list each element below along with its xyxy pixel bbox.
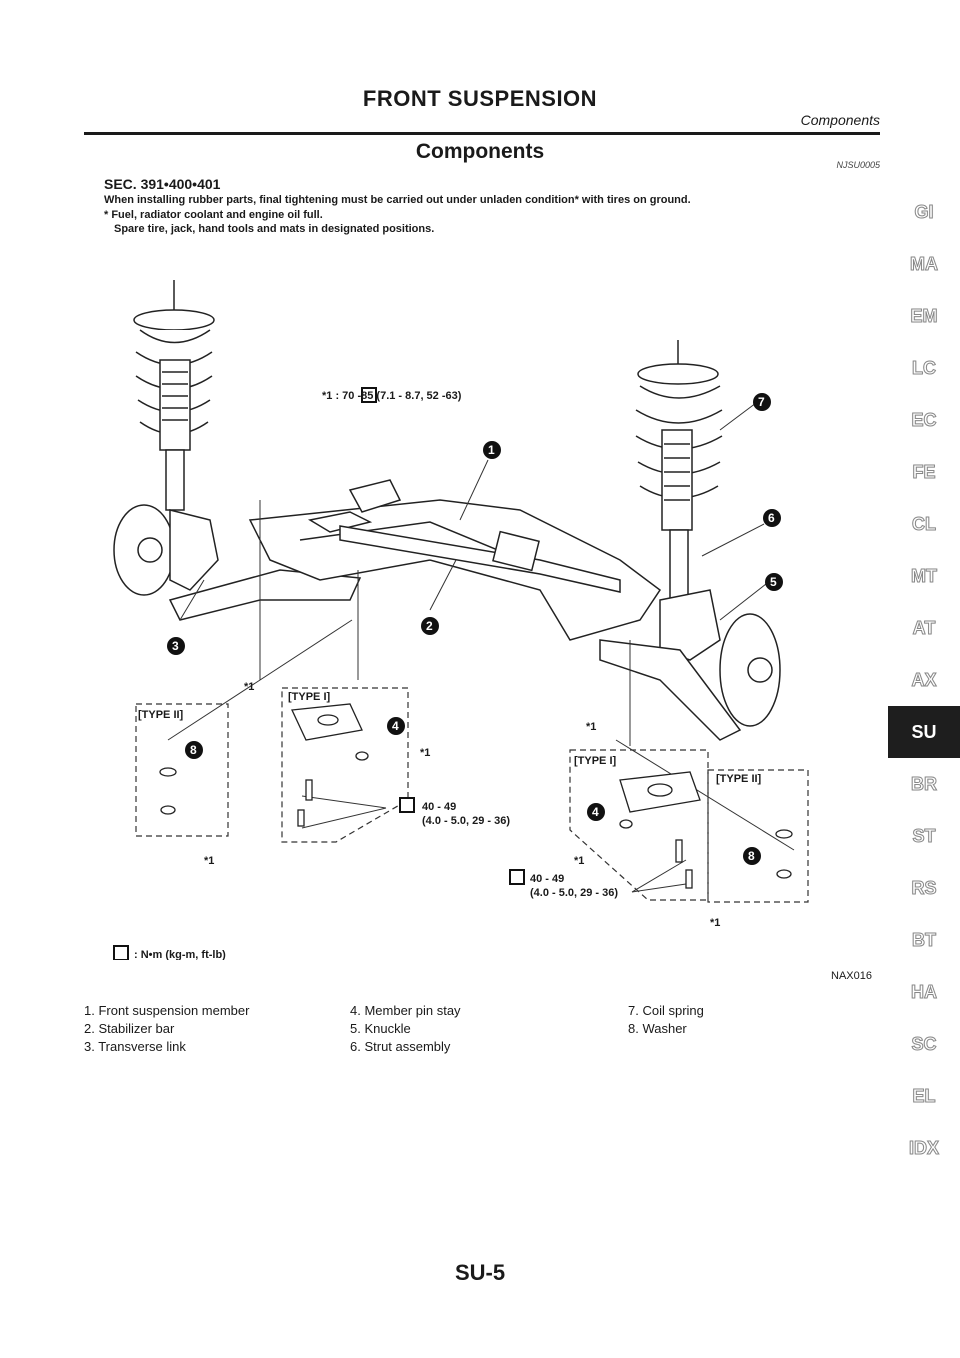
star-1b: *1 bbox=[420, 747, 431, 759]
callout-4-left bbox=[387, 717, 405, 735]
star-1a: *1 bbox=[244, 681, 255, 693]
svg-text:2: 2 bbox=[426, 619, 433, 633]
star-1c: *1 bbox=[586, 721, 597, 733]
torque-a-2: (4.0 - 5.0, 29 - 36) bbox=[422, 815, 511, 827]
legend-item: 3. Transverse link bbox=[84, 1039, 186, 1054]
tab-cl[interactable]: CL bbox=[912, 513, 936, 534]
tab-em[interactable]: EM bbox=[910, 305, 938, 326]
tab-fe[interactable]: FE bbox=[912, 461, 936, 482]
callout-2 bbox=[421, 617, 439, 635]
ref-code: NJSU0005 bbox=[836, 160, 880, 170]
callout-7 bbox=[753, 393, 771, 411]
svg-text:8: 8 bbox=[748, 849, 755, 863]
header-rule bbox=[84, 132, 880, 135]
callout-1 bbox=[483, 441, 501, 459]
callout-8-left bbox=[185, 741, 203, 759]
tab-sc[interactable]: SC bbox=[911, 1033, 937, 1054]
suspension-diagram bbox=[100, 260, 820, 960]
tab-ax[interactable]: AX bbox=[911, 669, 937, 690]
svg-text:4: 4 bbox=[392, 719, 399, 733]
svg-text:8: 8 bbox=[190, 743, 197, 757]
callout-3 bbox=[167, 637, 185, 655]
note-2: * Fuel, radiator coolant and engine oil full. bbox=[104, 209, 323, 221]
star-1f: *1 bbox=[710, 917, 721, 929]
legend-column-3 bbox=[628, 1002, 704, 1038]
type-i-right: [TYPE I] bbox=[574, 755, 617, 767]
callout-5 bbox=[765, 573, 783, 591]
legend-item: 4. Member pin stay bbox=[350, 1003, 461, 1018]
tab-rs[interactable]: RS bbox=[911, 877, 937, 898]
type-i-left: [TYPE I] bbox=[288, 691, 331, 703]
legend-item: 5. Knuckle bbox=[350, 1021, 411, 1036]
tab-su[interactable]: SU bbox=[888, 706, 960, 758]
tab-br[interactable]: BR bbox=[911, 773, 937, 794]
callout-8-right bbox=[743, 847, 761, 865]
sec-number: SEC. 391•400•401 bbox=[104, 176, 221, 192]
svg-text:4: 4 bbox=[592, 805, 599, 819]
tab-lc[interactable]: LC bbox=[912, 357, 936, 378]
legend-item: 1. Front suspension member bbox=[84, 1003, 250, 1018]
page-number: SU-5 bbox=[454, 1260, 506, 1285]
torque-top: *1 : 70 -85 (7.1 - 8.7, 52 -63) bbox=[322, 390, 462, 402]
units-legend: : N•m (kg-m, ft-lb) bbox=[134, 949, 226, 960]
figure-code: NAX016 bbox=[831, 970, 872, 982]
type-parts bbox=[160, 704, 792, 888]
legend-item: 2. Stabilizer bar bbox=[84, 1021, 175, 1036]
star-1e: *1 bbox=[574, 855, 585, 867]
torque-b-2: (4.0 - 5.0, 29 - 36) bbox=[530, 887, 619, 899]
legend-item: 8. Washer bbox=[628, 1021, 687, 1036]
right-strut bbox=[636, 340, 722, 600]
header-subtitle: Components bbox=[800, 112, 880, 128]
torque-a-1: 40 - 49 bbox=[422, 801, 457, 813]
star-1d: *1 bbox=[204, 855, 215, 867]
callout-6 bbox=[763, 509, 781, 527]
header-title: FRONT SUSPENSION bbox=[362, 86, 598, 111]
svg-text:5: 5 bbox=[770, 575, 777, 589]
section-title: Components bbox=[415, 140, 545, 163]
svg-text:1: 1 bbox=[488, 443, 495, 457]
left-strut bbox=[134, 280, 214, 510]
legend-item: 7. Coil spring bbox=[628, 1003, 704, 1018]
tab-at[interactable]: AT bbox=[912, 617, 936, 638]
type-ii-left: [TYPE II] bbox=[138, 709, 184, 721]
tab-gi[interactable]: GI bbox=[914, 201, 934, 222]
torque-b-1: 40 - 49 bbox=[530, 873, 565, 885]
tab-idx[interactable]: IDX bbox=[908, 1137, 939, 1158]
tab-st[interactable]: ST bbox=[912, 825, 936, 846]
section-tabs bbox=[888, 186, 960, 1174]
legend-column-1 bbox=[84, 1002, 249, 1056]
type-ii-right: [TYPE II] bbox=[716, 773, 762, 785]
tab-ec[interactable]: EC bbox=[911, 409, 937, 430]
note-1: When installing rubber parts, final tightening must be carried out under unladen condition* with tires on ground. bbox=[104, 194, 691, 206]
note-3: Spare tire, jack, hand tools and mats in designated positions. bbox=[114, 223, 435, 235]
svg-text:3: 3 bbox=[172, 639, 179, 653]
tab-mt[interactable]: MT bbox=[911, 565, 937, 586]
svg-text:7: 7 bbox=[758, 395, 765, 409]
legend-column-2 bbox=[350, 1002, 461, 1056]
tab-bt[interactable]: BT bbox=[912, 929, 936, 950]
svg-text:6: 6 bbox=[768, 511, 775, 525]
left-knuckle bbox=[114, 505, 218, 595]
legend-item: 6. Strut assembly bbox=[350, 1039, 451, 1054]
callout-4-right bbox=[587, 803, 605, 821]
tab-el[interactable]: EL bbox=[912, 1085, 936, 1106]
tab-ma[interactable]: MA bbox=[910, 253, 938, 274]
tab-ha[interactable]: HA bbox=[911, 981, 937, 1002]
